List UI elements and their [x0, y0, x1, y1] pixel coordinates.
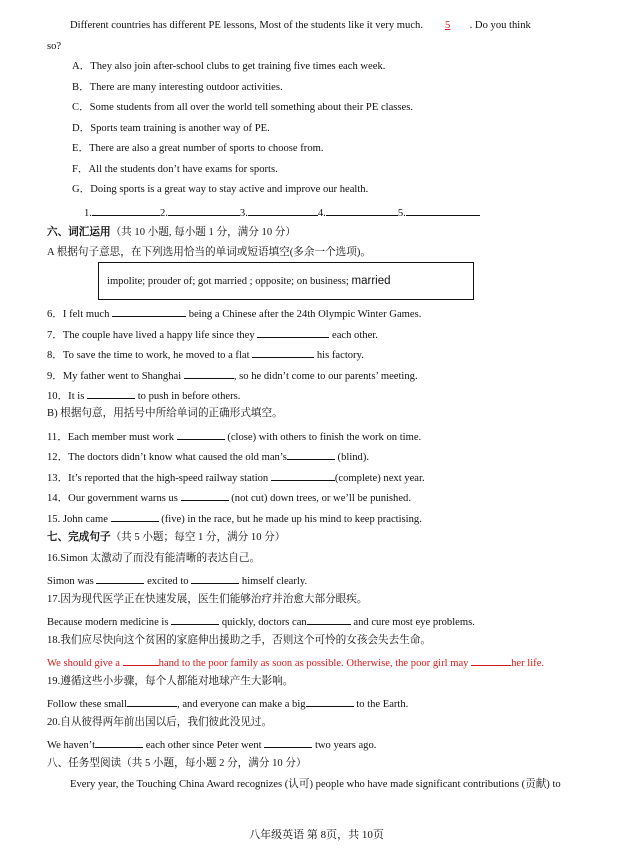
blank-13[interactable] [271, 469, 335, 481]
section-6-part-a: A 根据句子意思，在下列选用恰当的单词或短语填空(多余一个选项)。 [47, 247, 371, 258]
blank-19a[interactable] [127, 695, 177, 707]
question-20-cn: 20.自从彼得两年前出国以后，我们彼此没见过。 [47, 717, 273, 728]
blank-10[interactable] [87, 387, 135, 399]
page-footer: 八年级英语 第 8页，共 10页 [249, 829, 384, 841]
section-7-heading: 七、完成句子（共 5 小题；每空 1 分，满分 10 分） [47, 532, 286, 543]
blank-8[interactable] [252, 346, 314, 358]
answer-blank-4[interactable] [326, 204, 398, 216]
question-19-en: Follow these small , and everyone can make a big to the Earth. [47, 695, 408, 712]
blank-20b[interactable] [264, 736, 312, 748]
question-18-en: We should give a hand to the poor family as soon as possible. Otherwise, the poor girl may her life. [47, 654, 544, 671]
question-6: 6．I felt much being a Chinese after the 24th Olympic Winter Games. [47, 305, 421, 322]
blank-19b[interactable] [306, 695, 354, 707]
blank-18b[interactable] [471, 654, 511, 666]
option-c: C．Some students from all over the world tell something about their PE classes. [72, 102, 414, 113]
option-g: G．Doing sports is a great way to stay active and improve our health. [72, 184, 369, 195]
section-8-heading: 八、任务型阅读（共 5 小题，每小题 2 分，满分 10 分） [47, 758, 307, 769]
answer-5-red: 5 [444, 20, 451, 31]
blank-20a[interactable] [95, 736, 143, 748]
question-8: 8．To save the time to work, he moved to a flat his factory. [47, 346, 364, 363]
question-13: 13．It’s reported that the high-speed railway station (complete) next year. [47, 469, 425, 486]
blank-18a[interactable] [123, 654, 159, 666]
blank-15[interactable] [111, 510, 159, 522]
question-16-en: Simon was excited to himself clearly. [47, 572, 307, 589]
option-d: D．Sports team training is another way of PE. [72, 123, 270, 134]
option-b: B．There are many interesting outdoor activities. [72, 82, 283, 93]
question-16-cn: 16.Simon 太激动了而没有能清晰的表达自己。 [47, 553, 261, 564]
blank-9[interactable] [184, 367, 234, 379]
question-20-en: We haven’t each other since Peter went two years ago. [47, 736, 376, 753]
question-17-cn: 17.因为现代医学正在快速发展，医生们能够治疗并治愈大部分眼疾。 [47, 594, 368, 605]
answer-blank-2[interactable] [168, 204, 240, 216]
question-14: 14．Our government warns us (not cut) down trees, or we’ll be punished. [47, 489, 411, 506]
section-8-passage: Every year, the Touching China Award recognizes (认可) people who have made significant contributions (贡献) to [70, 779, 561, 790]
section-6-part-b: B) 根据句意，用括号中所给单词的正确形式填空。 [47, 408, 283, 419]
question-7: 7．The couple have lived a happy life since they each other. [47, 326, 378, 343]
blank-17b[interactable] [307, 613, 351, 625]
word-bank-box [98, 262, 474, 300]
question-19-cn: 19.遵循这些小步骤，每个人都能对地球产生大影响。 [47, 676, 294, 687]
option-e: E．There are also a great number of sports to choose from. [72, 143, 324, 154]
blank-11[interactable] [177, 428, 225, 440]
question-10: 10．It is to push in before others. [47, 387, 240, 404]
passage-intro-cont: so? [47, 41, 62, 52]
question-11: 11．Each member must work (close) with others to finish the work on time. [47, 428, 421, 445]
blank-12[interactable] [287, 448, 335, 460]
blank-17a[interactable] [171, 613, 219, 625]
section-6-heading: 六、词汇运用（共 10 小题, 每小题 1 分，满分 10 分） [47, 227, 296, 238]
answer-blank-3[interactable] [248, 204, 318, 216]
blank-16b[interactable] [191, 572, 239, 584]
question-12: 12．The doctors didn’t know what caused the old man’s (blind). [47, 448, 369, 465]
answer-slots: 1. 2. 3. 4. 5. [84, 204, 480, 221]
question-17-en: Because modern medicine is quickly, doctors can and cure most eye problems. [47, 613, 475, 630]
passage-intro-line: Different countries has different PE lessons, Most of the students like it very much. 5 . Do you think [70, 20, 531, 31]
blank-16a[interactable] [96, 572, 144, 584]
question-9: 9．My father went to Shanghai , so he didn’t come to our parents’ meeting. [47, 367, 418, 384]
blank-6[interactable] [112, 305, 186, 317]
option-a: A．They also join after-school clubs to get training five times each week. [72, 61, 386, 72]
word-bank-text: impolite; prouder of; got married ; opposite; on business; married [107, 275, 391, 287]
blank-7[interactable] [257, 326, 329, 338]
answer-blank-1[interactable] [92, 204, 160, 216]
answer-blank-5[interactable] [406, 204, 480, 216]
question-15: 15. John came (five) in the race, but he made up his mind to keep practising. [47, 510, 422, 527]
blank-14[interactable] [181, 489, 229, 501]
option-f: F．All the students don’t have exams for sports. [72, 164, 278, 175]
question-18-cn: 18.我们应尽快向这个贫困的家庭伸出援助之手，否则这个可怜的女孩会失去生命。 [47, 635, 432, 646]
